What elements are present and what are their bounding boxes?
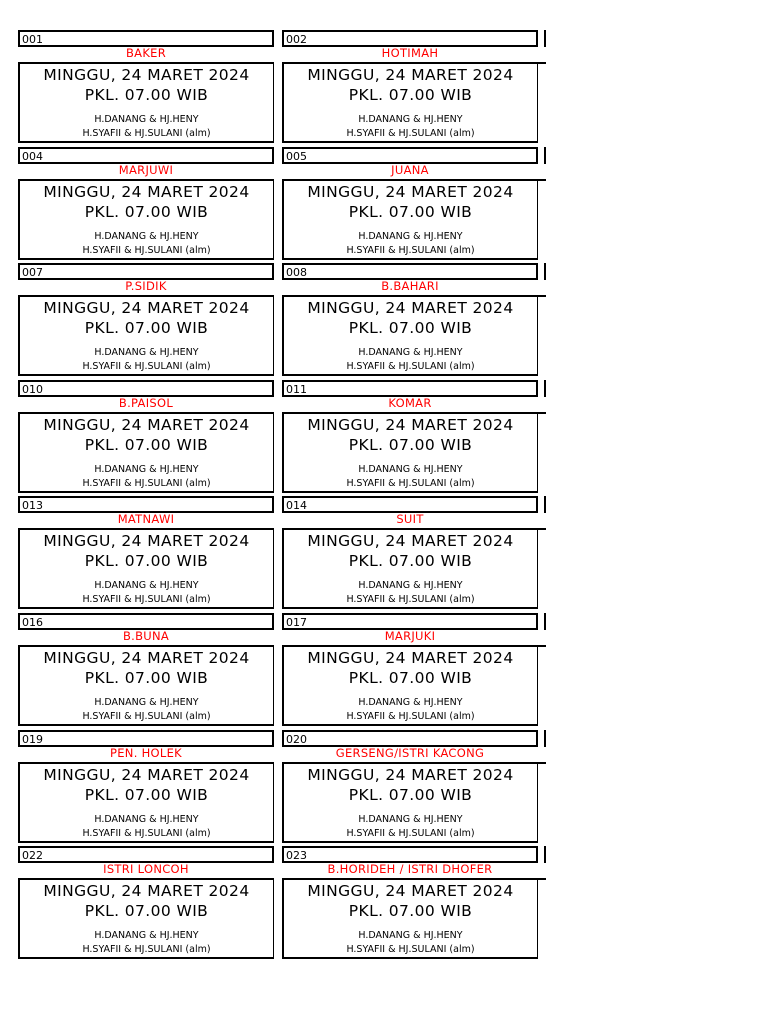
label-number: 011: [286, 383, 307, 396]
label-body: [282, 878, 538, 959]
guest-name: BAKER: [125, 46, 167, 60]
event-time: PKL. 07.00 WIB: [84, 436, 209, 454]
label-number: 008: [286, 266, 307, 279]
event-time: PKL. 07.00 WIB: [84, 203, 209, 221]
border-tick: [544, 730, 546, 747]
host-line-2: H.SYAFII & HJ.SULANI (alm): [82, 128, 211, 139]
event-time: PKL. 07.00 WIB: [348, 786, 473, 804]
event-date: MINGGU, 24 MARET 2024: [43, 882, 250, 900]
event-date: MINGGU, 24 MARET 2024: [307, 183, 514, 201]
label-number: 016: [22, 616, 43, 629]
host-line-2: H.SYAFII & HJ.SULANI (alm): [82, 478, 211, 489]
host-line-1: H.DANANG & HJ.HENY: [358, 697, 463, 708]
host-line-2: H.SYAFII & HJ.SULANI (alm): [82, 711, 211, 722]
event-time: PKL. 07.00 WIB: [84, 319, 209, 337]
invitation-label: [282, 380, 538, 493]
label-number: 005: [286, 150, 307, 163]
host-line-1: H.DANANG & HJ.HENY: [358, 114, 463, 125]
event-time: PKL. 07.00 WIB: [84, 552, 209, 570]
guest-name: B.PAISOL: [118, 396, 174, 410]
host-line-1: H.DANANG & HJ.HENY: [94, 580, 199, 591]
border-tick: [544, 496, 546, 513]
label-body: [282, 62, 538, 143]
host-line-1: H.DANANG & HJ.HENY: [358, 814, 463, 825]
host-line-1: H.DANANG & HJ.HENY: [358, 930, 463, 941]
border-extension: [538, 878, 546, 880]
label-number: 020: [286, 733, 307, 746]
host-line-1: H.DANANG & HJ.HENY: [358, 580, 463, 591]
host-line-1: H.DANANG & HJ.HENY: [94, 464, 199, 475]
label-body: [282, 179, 538, 260]
event-date: MINGGU, 24 MARET 2024: [307, 66, 514, 84]
invitation-label: [18, 147, 274, 260]
invitation-label: [18, 263, 274, 376]
host-line-2: H.SYAFII & HJ.SULANI (alm): [346, 361, 475, 372]
label-body: [18, 528, 274, 609]
border-tick: [544, 613, 546, 630]
border-tick: [544, 380, 546, 397]
guest-name: KOMAR: [388, 396, 432, 410]
event-date: MINGGU, 24 MARET 2024: [43, 299, 250, 317]
host-line-2: H.SYAFII & HJ.SULANI (alm): [82, 594, 211, 605]
host-line-1: H.DANANG & HJ.HENY: [94, 697, 199, 708]
host-line-1: H.DANANG & HJ.HENY: [94, 347, 199, 358]
host-line-1: H.DANANG & HJ.HENY: [94, 930, 199, 941]
event-time: PKL. 07.00 WIB: [84, 902, 209, 920]
label-number: 004: [22, 150, 43, 163]
host-line-2: H.SYAFII & HJ.SULANI (alm): [346, 245, 475, 256]
invitation-label: [18, 30, 274, 143]
border-tick: [544, 147, 546, 164]
label-number: 013: [22, 499, 43, 512]
label-number: 001: [22, 33, 43, 46]
event-date: MINGGU, 24 MARET 2024: [43, 416, 250, 434]
host-line-2: H.SYAFII & HJ.SULANI (alm): [346, 128, 475, 139]
label-number: 022: [22, 849, 43, 862]
label-body: [282, 645, 538, 726]
label-body: [282, 528, 538, 609]
guest-name: MARJUKI: [384, 629, 436, 643]
host-line-2: H.SYAFII & HJ.SULANI (alm): [346, 711, 475, 722]
host-line-2: H.SYAFII & HJ.SULANI (alm): [82, 944, 211, 955]
invitation-label: [282, 613, 538, 726]
label-number: 014: [286, 499, 307, 512]
border-extension: [538, 528, 546, 530]
label-body: [18, 645, 274, 726]
host-line-1: H.DANANG & HJ.HENY: [358, 231, 463, 242]
guest-name: PEN. HOLEK: [109, 746, 183, 760]
host-line-2: H.SYAFII & HJ.SULANI (alm): [346, 944, 475, 955]
label-body: [282, 762, 538, 843]
invitation-label: [282, 496, 538, 609]
event-date: MINGGU, 24 MARET 2024: [307, 532, 514, 550]
invitation-label: [18, 380, 274, 493]
guest-name: MARJUWI: [118, 163, 174, 177]
event-time: PKL. 07.00 WIB: [84, 786, 209, 804]
label-body: [282, 412, 538, 493]
event-date: MINGGU, 24 MARET 2024: [307, 299, 514, 317]
host-line-2: H.SYAFII & HJ.SULANI (alm): [346, 828, 475, 839]
guest-name: ISTRI LONCOH: [103, 862, 189, 876]
label-number: 023: [286, 849, 307, 862]
invitation-label: [18, 846, 274, 959]
label-body: [18, 295, 274, 376]
event-date: MINGGU, 24 MARET 2024: [43, 766, 250, 784]
label-body: [18, 878, 274, 959]
event-time: PKL. 07.00 WIB: [348, 86, 473, 104]
guest-name: HOTIMAH: [381, 46, 439, 60]
event-date: MINGGU, 24 MARET 2024: [307, 766, 514, 784]
guest-name: JUANA: [391, 163, 429, 177]
border-extension: [538, 762, 546, 764]
host-line-2: H.SYAFII & HJ.SULANI (alm): [346, 478, 475, 489]
guest-name: B.BAHARI: [381, 279, 439, 293]
event-date: MINGGU, 24 MARET 2024: [43, 649, 250, 667]
invitation-label: [282, 263, 538, 376]
label-number: 010: [22, 383, 43, 396]
border-tick: [544, 30, 546, 47]
border-extension: [538, 179, 546, 181]
guest-name: MATNAWI: [117, 512, 175, 526]
border-extension: [538, 412, 546, 414]
label-number: 019: [22, 733, 43, 746]
event-time: PKL. 07.00 WIB: [348, 552, 473, 570]
guest-name: SUIT: [396, 512, 424, 526]
event-date: MINGGU, 24 MARET 2024: [43, 532, 250, 550]
label-number: 017: [286, 616, 307, 629]
event-time: PKL. 07.00 WIB: [84, 669, 209, 687]
host-line-1: H.DANANG & HJ.HENY: [94, 814, 199, 825]
border-tick: [544, 846, 546, 863]
host-line-2: H.SYAFII & HJ.SULANI (alm): [82, 361, 211, 372]
event-date: MINGGU, 24 MARET 2024: [307, 882, 514, 900]
label-number: 002: [286, 33, 307, 46]
event-time: PKL. 07.00 WIB: [348, 902, 473, 920]
invitation-label: [18, 496, 274, 609]
guest-name: P.SIDIK: [125, 279, 167, 293]
label-body: [18, 179, 274, 260]
label-body: [18, 762, 274, 843]
label-body: [282, 295, 538, 376]
event-date: MINGGU, 24 MARET 2024: [307, 649, 514, 667]
guest-name: B.HORIDEH / ISTRI DHOFER: [327, 862, 493, 876]
invitation-label: [18, 613, 274, 726]
event-time: PKL. 07.00 WIB: [84, 86, 209, 104]
border-tick: [544, 263, 546, 280]
label-number: 007: [22, 266, 43, 279]
host-line-1: H.DANANG & HJ.HENY: [358, 464, 463, 475]
host-line-1: H.DANANG & HJ.HENY: [94, 114, 199, 125]
border-extension: [538, 645, 546, 647]
invitation-label: [282, 147, 538, 260]
guest-name: B.BUNA: [122, 629, 170, 643]
invitation-label: [282, 730, 538, 843]
label-body: [18, 62, 274, 143]
border-extension: [538, 62, 546, 64]
invitation-label: [18, 730, 274, 843]
invitation-label: [282, 846, 538, 959]
event-time: PKL. 07.00 WIB: [348, 436, 473, 454]
event-time: PKL. 07.00 WIB: [348, 669, 473, 687]
label-body: [18, 412, 274, 493]
invitation-label: [282, 30, 538, 143]
event-date: MINGGU, 24 MARET 2024: [307, 416, 514, 434]
event-time: PKL. 07.00 WIB: [348, 319, 473, 337]
host-line-1: H.DANANG & HJ.HENY: [94, 231, 199, 242]
guest-name: GERSENG/ISTRI KACONG: [335, 746, 485, 760]
event-time: PKL. 07.00 WIB: [348, 203, 473, 221]
event-date: MINGGU, 24 MARET 2024: [43, 66, 250, 84]
event-date: MINGGU, 24 MARET 2024: [43, 183, 250, 201]
host-line-2: H.SYAFII & HJ.SULANI (alm): [82, 828, 211, 839]
host-line-2: H.SYAFII & HJ.SULANI (alm): [82, 245, 211, 256]
host-line-2: H.SYAFII & HJ.SULANI (alm): [346, 594, 475, 605]
border-extension: [538, 295, 546, 297]
host-line-1: H.DANANG & HJ.HENY: [358, 347, 463, 358]
